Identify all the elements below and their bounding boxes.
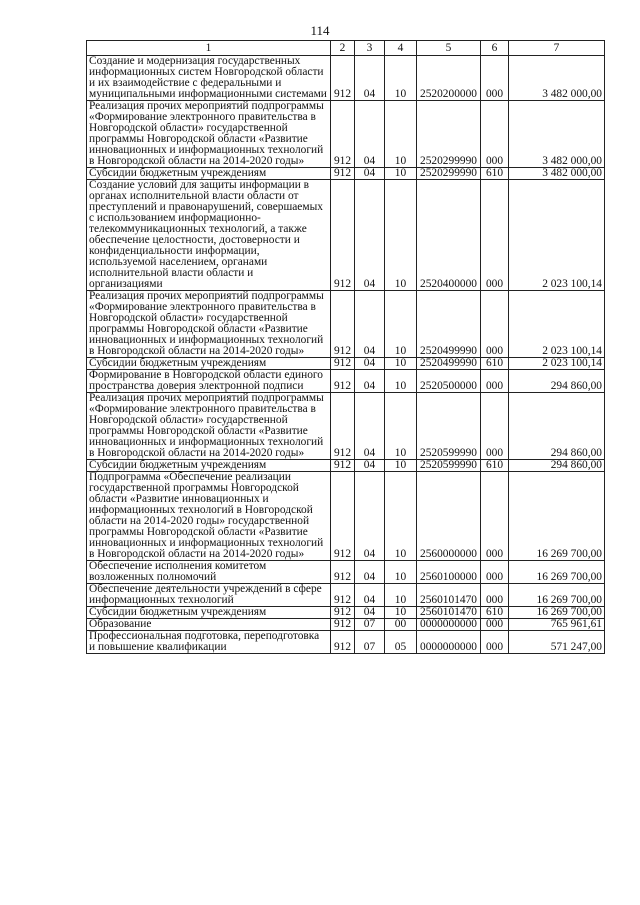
amount-cell: 571 247,00 bbox=[509, 631, 605, 654]
table-row bbox=[87, 472, 605, 561]
header-cell: 4 bbox=[385, 41, 417, 56]
section-code-cell: 04 bbox=[355, 291, 385, 358]
table-row bbox=[87, 101, 605, 168]
expense-type-cell: 000 bbox=[481, 393, 509, 460]
target-article-cell: 2520499990 bbox=[417, 358, 481, 370]
expense-type-cell: 000 bbox=[481, 472, 509, 561]
section-code-cell: 04 bbox=[355, 607, 385, 619]
ministry-code-cell: 912 bbox=[331, 584, 355, 607]
ministry-code-cell: 912 bbox=[331, 180, 355, 291]
target-article-cell: 2520500000 bbox=[417, 370, 481, 393]
section-code-cell: 04 bbox=[355, 168, 385, 180]
target-article-cell: 2520200000 bbox=[417, 56, 481, 101]
amount-cell: 765 961,61 bbox=[509, 619, 605, 631]
expense-type-cell: 000 bbox=[481, 631, 509, 654]
ministry-code-cell: 912 bbox=[331, 607, 355, 619]
target-article-cell: 2520299990 bbox=[417, 168, 481, 180]
subsection-code-cell: 10 bbox=[385, 393, 417, 460]
amount-cell: 16 269 700,00 bbox=[509, 472, 605, 561]
table-row bbox=[87, 393, 605, 460]
row-name-cell: Профессиональная подготовка, переподготовка и повышение квалификации bbox=[87, 631, 331, 654]
section-code-cell: 04 bbox=[355, 370, 385, 393]
section-code-cell: 07 bbox=[355, 631, 385, 654]
ministry-code-cell: 912 bbox=[331, 561, 355, 584]
expense-type-cell: 000 bbox=[481, 619, 509, 631]
subsection-code-cell: 10 bbox=[385, 168, 417, 180]
subsection-code-cell: 10 bbox=[385, 561, 417, 584]
expense-type-cell: 000 bbox=[481, 56, 509, 101]
subsection-code-cell: 10 bbox=[385, 358, 417, 370]
row-name-cell: Формирование в Новгородской области единого пространства доверия электронной подписи bbox=[87, 370, 331, 393]
header-cell: 1 bbox=[87, 41, 331, 56]
budget-table bbox=[86, 40, 605, 654]
amount-cell: 3 482 000,00 bbox=[509, 101, 605, 168]
subsection-code-cell: 10 bbox=[385, 460, 417, 472]
amount-cell: 16 269 700,00 bbox=[509, 607, 605, 619]
subsection-code-cell: 10 bbox=[385, 584, 417, 607]
section-code-cell: 04 bbox=[355, 358, 385, 370]
amount-cell: 2 023 100,14 bbox=[509, 180, 605, 291]
expense-type-cell: 610 bbox=[481, 358, 509, 370]
section-code-cell: 04 bbox=[355, 180, 385, 291]
row-name-cell: Подпрограмма «Обеспечение реализации государственной программы Новгородской области «Развитие инновационных и информационных технологий в Новгородской области на 2014-2020 годы» государственной программы Новгородской области «Развитие инновационных и информационных технологий в Новгородской области на 2014-2020 годы» bbox=[87, 472, 331, 561]
ministry-code-cell: 912 bbox=[331, 472, 355, 561]
table-row bbox=[87, 619, 605, 631]
expense-type-cell: 610 bbox=[481, 460, 509, 472]
subsection-code-cell: 00 bbox=[385, 619, 417, 631]
amount-cell: 294 860,00 bbox=[509, 370, 605, 393]
header-row bbox=[87, 41, 605, 56]
expense-type-cell: 000 bbox=[481, 561, 509, 584]
ministry-code-cell: 912 bbox=[331, 56, 355, 101]
row-name-cell: Обеспечение деятельности учреждений в сфере информационных технологий bbox=[87, 584, 331, 607]
target-article-cell: 0000000000 bbox=[417, 619, 481, 631]
subsection-code-cell: 10 bbox=[385, 607, 417, 619]
ministry-code-cell: 912 bbox=[331, 631, 355, 654]
row-name-cell: Обеспечение исполнения комитетом возложенных полномочий bbox=[87, 561, 331, 584]
amount-cell: 16 269 700,00 bbox=[509, 561, 605, 584]
target-article-cell: 2520299990 bbox=[417, 101, 481, 168]
header-cell: 5 bbox=[417, 41, 481, 56]
table-row bbox=[87, 180, 605, 291]
subsection-code-cell: 10 bbox=[385, 472, 417, 561]
section-code-cell: 04 bbox=[355, 101, 385, 168]
subsection-code-cell: 10 bbox=[385, 101, 417, 168]
row-name-cell: Субсидии бюджетным учреждениям bbox=[87, 607, 331, 619]
section-code-cell: 04 bbox=[355, 56, 385, 101]
expense-type-cell: 610 bbox=[481, 607, 509, 619]
table-row bbox=[87, 561, 605, 584]
table-row bbox=[87, 168, 605, 180]
header-cell: 3 bbox=[355, 41, 385, 56]
table-row bbox=[87, 584, 605, 607]
amount-cell: 16 269 700,00 bbox=[509, 584, 605, 607]
subsection-code-cell: 10 bbox=[385, 370, 417, 393]
ministry-code-cell: 912 bbox=[331, 460, 355, 472]
ministry-code-cell: 912 bbox=[331, 291, 355, 358]
amount-cell: 294 860,00 bbox=[509, 460, 605, 472]
target-article-cell: 2520400000 bbox=[417, 180, 481, 291]
subsection-code-cell: 10 bbox=[385, 291, 417, 358]
expense-type-cell: 000 bbox=[481, 584, 509, 607]
section-code-cell: 07 bbox=[355, 619, 385, 631]
amount-cell: 2 023 100,14 bbox=[509, 358, 605, 370]
expense-type-cell: 610 bbox=[481, 168, 509, 180]
row-name-cell: Субсидии бюджетным учреждениям bbox=[87, 168, 331, 180]
row-name-cell: Реализация прочих мероприятий подпрограммы «Формирование электронного правительства в Новгородской области» государственной программы Новгородской области «Развитие инновационных и информационных технологий в Новгородской области на 2014-2020 годы» bbox=[87, 101, 331, 168]
target-article-cell: 2520599990 bbox=[417, 393, 481, 460]
section-code-cell: 04 bbox=[355, 584, 385, 607]
row-name-cell: Реализация прочих мероприятий подпрограммы «Формирование электронного правительства в Новгородской области» государственной программы Новгородской области «Развитие инновационных и информационных технологий в Новгородской области на 2014-2020 годы» bbox=[87, 393, 331, 460]
target-article-cell: 0000000000 bbox=[417, 631, 481, 654]
target-article-cell: 2560100000 bbox=[417, 561, 481, 584]
section-code-cell: 04 bbox=[355, 472, 385, 561]
target-article-cell: 2560101470 bbox=[417, 584, 481, 607]
amount-cell: 294 860,00 bbox=[509, 393, 605, 460]
expense-type-cell: 000 bbox=[481, 370, 509, 393]
amount-cell: 2 023 100,14 bbox=[509, 291, 605, 358]
expense-type-cell: 000 bbox=[481, 291, 509, 358]
target-article-cell: 2560101470 bbox=[417, 607, 481, 619]
row-name-cell: Образование bbox=[87, 619, 331, 631]
expense-type-cell: 000 bbox=[481, 180, 509, 291]
subsection-code-cell: 10 bbox=[385, 180, 417, 291]
page-number: 114 bbox=[310, 23, 330, 38]
expense-type-cell: 000 bbox=[481, 101, 509, 168]
row-name-cell: Создание и модернизация государственных информационных систем Новгородской области и их взаимодействие с федеральными и муниципальными информационными системами bbox=[87, 56, 331, 101]
table-row bbox=[87, 370, 605, 393]
ministry-code-cell: 912 bbox=[331, 101, 355, 168]
row-name-cell: Субсидии бюджетным учреждениям bbox=[87, 358, 331, 370]
header-cell: 6 bbox=[481, 41, 509, 56]
ministry-code-cell: 912 bbox=[331, 370, 355, 393]
section-code-cell: 04 bbox=[355, 460, 385, 472]
ministry-code-cell: 912 bbox=[331, 358, 355, 370]
row-name-cell: Реализация прочих мероприятий подпрограммы «Формирование электронного правительства в Новгородской области» государственной программы Новгородской области «Развитие инновационных и информационных технологий в Новгородской области на 2014-2020 годы» bbox=[87, 291, 331, 358]
target-article-cell: 2520499990 bbox=[417, 291, 481, 358]
table-row bbox=[87, 460, 605, 472]
table-row bbox=[87, 56, 605, 101]
header-cell: 2 bbox=[331, 41, 355, 56]
row-name-cell: Субсидии бюджетным учреждениям bbox=[87, 460, 331, 472]
subsection-code-cell: 10 bbox=[385, 56, 417, 101]
ministry-code-cell: 912 bbox=[331, 168, 355, 180]
table-row bbox=[87, 291, 605, 358]
table-row bbox=[87, 631, 605, 654]
section-code-cell: 04 bbox=[355, 393, 385, 460]
target-article-cell: 2520599990 bbox=[417, 460, 481, 472]
amount-cell: 3 482 000,00 bbox=[509, 168, 605, 180]
subsection-code-cell: 05 bbox=[385, 631, 417, 654]
table-row bbox=[87, 607, 605, 619]
header-cell: 7 bbox=[509, 41, 605, 56]
amount-cell: 3 482 000,00 bbox=[509, 56, 605, 101]
table-row bbox=[87, 358, 605, 370]
ministry-code-cell: 912 bbox=[331, 393, 355, 460]
row-name-cell: Создание условий для защиты информации в органах исполнительной власти области от преступлений и правонарушений, совершаемых с использованием информационно-телекоммуникационных технологий, а также обеспечение целостности, достоверности и конфиденциальности информации, используемой населением, органами исполнительной власти области и организациями bbox=[87, 180, 331, 291]
ministry-code-cell: 912 bbox=[331, 619, 355, 631]
target-article-cell: 2560000000 bbox=[417, 472, 481, 561]
section-code-cell: 04 bbox=[355, 561, 385, 584]
